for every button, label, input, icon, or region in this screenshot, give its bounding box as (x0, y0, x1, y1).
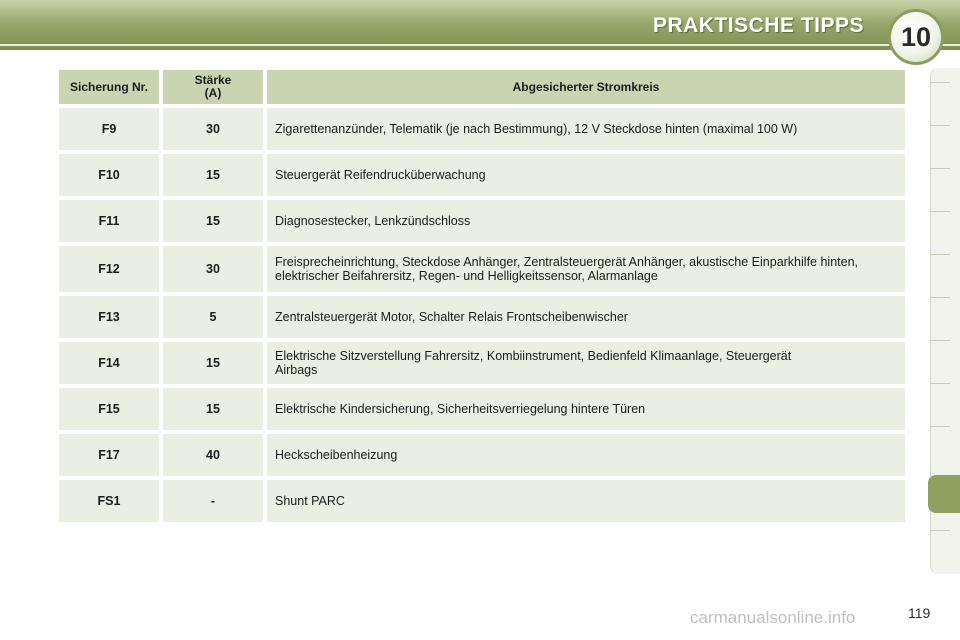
fuse-amperage: 15 (163, 154, 263, 196)
fuse-amperage: 30 (163, 108, 263, 150)
protected-circuit: Elektrische Kindersicherung, Sicherheitsverriegelung hintere Türen (267, 388, 905, 430)
table-header-row (59, 70, 905, 104)
fuse-number: F9 (59, 108, 159, 150)
column-header-fuse-number: Sicherung Nr. (59, 70, 159, 104)
fuse-number: FS1 (59, 480, 159, 522)
side-tab[interactable] (930, 168, 950, 169)
chapter-badge: 10 (888, 9, 944, 65)
side-tab[interactable] (930, 340, 950, 341)
fuse-table (55, 66, 909, 526)
table-row (59, 108, 905, 150)
table-row (59, 154, 905, 196)
protected-circuit: Elektrische Sitzverstellung Fahrersitz, Kombiinstrument, Bedienfeld Klimaanlage, Steuergerät Airbags (267, 342, 905, 384)
watermark: carmanualsonline.info (690, 608, 856, 627)
table-row (59, 434, 905, 476)
fuse-amperage: 15 (163, 388, 263, 430)
table-row (59, 296, 905, 338)
fuse-amperage: - (163, 480, 263, 522)
fuse-amperage: 40 (163, 434, 263, 476)
protected-circuit: Freisprecheinrichtung, Steckdose Anhänger, Zentralsteuergerät Anhänger, akustische Einparkhilfe hinten, elektrischer Beifahrersitz, Regen- und Helligkeitssensor, Alarmanlage (267, 246, 905, 292)
header-divider (0, 44, 960, 46)
side-tab[interactable] (930, 426, 950, 427)
page-title: PRAKTISCHE TIPPS (652, 14, 864, 37)
fuse-number: F15 (59, 388, 159, 430)
fuse-amperage: 15 (163, 200, 263, 242)
table-row (59, 480, 905, 522)
side-tab-active[interactable] (928, 475, 960, 513)
fuse-amperage: 30 (163, 246, 263, 292)
fuse-number: F14 (59, 342, 159, 384)
table-row (59, 246, 905, 292)
protected-circuit: Heckscheibenheizung (267, 434, 905, 476)
fuse-amperage: 5 (163, 296, 263, 338)
protected-circuit: Shunt PARC (267, 480, 905, 522)
protected-circuit: Steuergerät Reifendrucküberwachung (267, 154, 905, 196)
table-row (59, 388, 905, 430)
fuse-number: F10 (59, 154, 159, 196)
fuse-number: F13 (59, 296, 159, 338)
table-row (59, 342, 905, 384)
side-tab[interactable] (930, 254, 950, 255)
side-tab[interactable] (930, 125, 950, 126)
side-tab[interactable] (930, 530, 950, 531)
protected-circuit: Zigarettenanzünder, Telematik (je nach Bestimmung), 12 V Steckdose hinten (maximal 100 W) (267, 108, 905, 150)
protected-circuit: Zentralsteuergerät Motor, Schalter Relais Frontscheibenwischer (267, 296, 905, 338)
fuse-number: F12 (59, 246, 159, 292)
side-tab[interactable] (930, 383, 950, 384)
fuse-number: F11 (59, 200, 159, 242)
page-number: 119 (908, 605, 931, 621)
fuse-amperage: 15 (163, 342, 263, 384)
side-tab[interactable] (930, 211, 950, 212)
table-row (59, 200, 905, 242)
side-tab[interactable] (930, 297, 950, 298)
side-tab[interactable] (930, 82, 950, 83)
column-header-amperage: Stärke (A) (163, 70, 263, 104)
fuse-number: F17 (59, 434, 159, 476)
protected-circuit: Diagnosestecker, Lenkzündschloss (267, 200, 905, 242)
column-header-circuit: Abgesicherter Stromkreis (267, 70, 905, 104)
